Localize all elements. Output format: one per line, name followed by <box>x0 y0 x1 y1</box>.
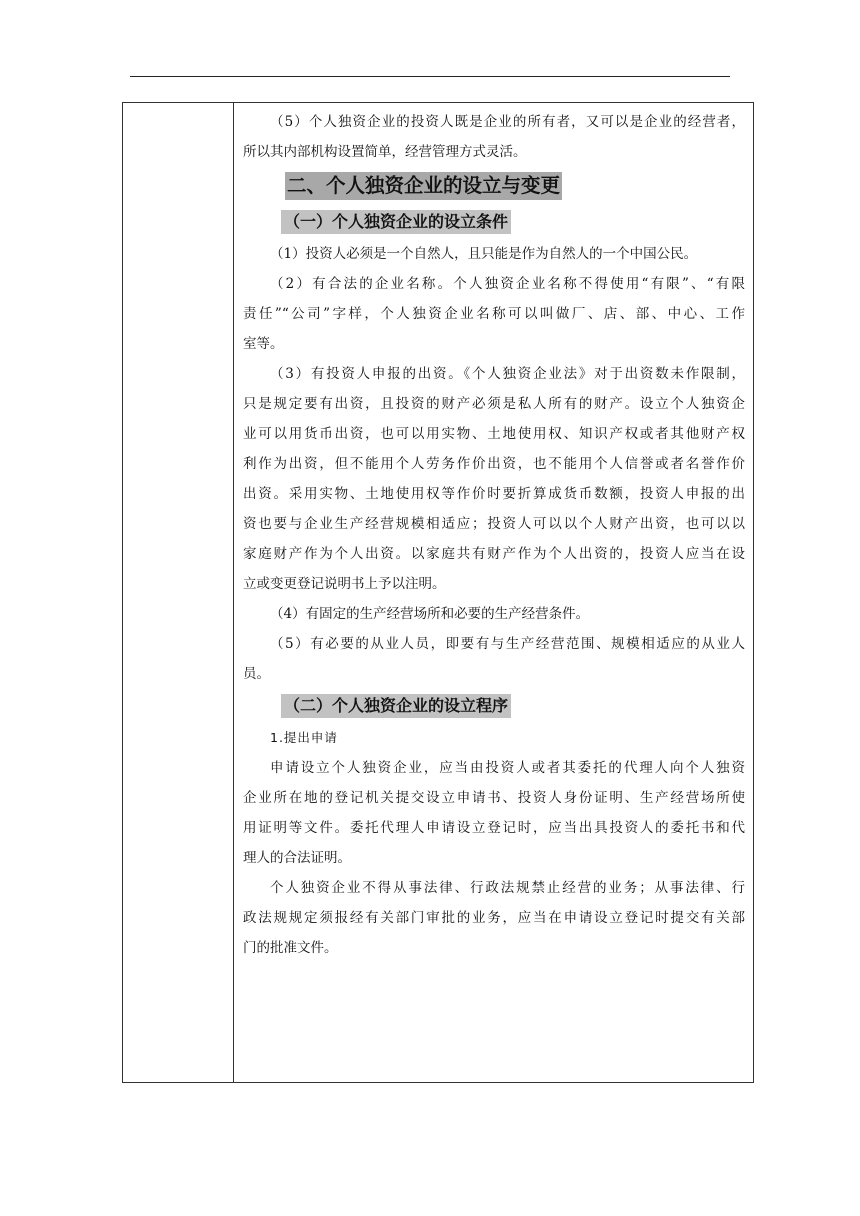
paragraph-line: 申请设立个人独资企业，应当由投资人或者其委托的代理人向个人独资 <box>270 760 745 776</box>
paragraph-line: （2）有合法的企业名称。个人独资企业名称不得使用“有限”、“有限 <box>270 276 745 292</box>
condition-1 <box>243 239 745 269</box>
paragraph-line: 立或变更登记说明书上予以注明。 <box>243 576 446 592</box>
paragraph-line: （3）有投资人申报的出资。《个人独资企业法》对于出资数未作限制， <box>270 366 745 382</box>
paragraph-line: （4）有固定的生产经营场所和必要的生产经营条件。 <box>270 606 590 622</box>
paragraph-line: 员。 <box>243 666 270 682</box>
paragraph-line: （1）投资人必须是一个自然人，且只能是作为自然人的一个中国公民。 <box>270 246 698 262</box>
paragraph-line: 门的批准文件。 <box>243 940 338 956</box>
left-column-cell <box>123 103 234 1082</box>
condition-3 <box>243 359 745 599</box>
paragraph-line: 责任”“公司”字样，个人独资企业名称可以叫做厂、店、部、中心、工作 <box>243 306 745 322</box>
document-table <box>122 102 754 1083</box>
paragraph-line: 用证明等文件。委托代理人申请设立登记时，应当出具投资人的委托书和代 <box>243 820 745 836</box>
paragraph-line: 企业所在地的登记机关提交设立申请书、投资人身份证明、生产经营场所使 <box>243 790 745 806</box>
paragraph-line: 家庭财产作为个人出资。以家庭共有财产作为个人出资的，投资人应当在设 <box>243 546 745 562</box>
paragraph-line: （5）个人独资企业的投资人既是企业的所有者，又可以是企业的经营者， <box>270 114 745 130</box>
subsection-title: （二）个人独资企业的设立程序 <box>281 694 511 718</box>
step-title: 1.提出申请 <box>270 730 338 745</box>
content-cell <box>243 107 745 963</box>
prohibit-paragraph <box>243 873 745 963</box>
paragraph-line: 业可以用货币出资，也可以用实物、土地使用权、知识产权或者其他财产权 <box>243 426 745 442</box>
paragraph-line: 政法规规定须报经有关部门审批的业务，应当在申请设立登记时提交有关部 <box>243 910 745 926</box>
paragraph-line: 所以其内部机构设置简单，经营管理方式灵活。 <box>243 144 527 160</box>
condition-5 <box>243 629 745 689</box>
paragraph-line: 出资。采用实物、土地使用权等作价时要折算成货币数额，投资人申报的出 <box>243 486 745 502</box>
paragraph-line: 只是规定要有出资，且投资的财产必须是私人所有的财产。设立个人独资企 <box>243 396 745 412</box>
header-rule <box>130 76 730 77</box>
condition-4 <box>243 599 745 629</box>
condition-2 <box>243 269 745 359</box>
step-title-row <box>243 723 745 753</box>
section-title: 二、个人独资企业的设立与变更 <box>285 172 562 200</box>
intro-paragraph <box>243 107 745 167</box>
paragraph-line: （5）有必要的从业人员，即要有与生产经营范围、规模相适应的从业人 <box>270 636 745 652</box>
paragraph-line: 室等。 <box>243 336 284 352</box>
paragraph-line: 资也要与企业生产经营规模相适应；投资人可以以个人财产出资，也可以以 <box>243 516 745 532</box>
subsection-title: （一）个人独资企业的设立条件 <box>281 210 511 234</box>
apply-paragraph <box>243 753 745 873</box>
paragraph-line: 理人的合法证明。 <box>243 850 351 866</box>
paragraph-line: 个人独资企业不得从事法律、行政法规禁止经营的业务；从事法律、行 <box>270 880 745 896</box>
paragraph-line: 利作为出资，但不能用个人劳务作价出资，也不能用个人信誉或者名誉作价 <box>243 456 745 472</box>
